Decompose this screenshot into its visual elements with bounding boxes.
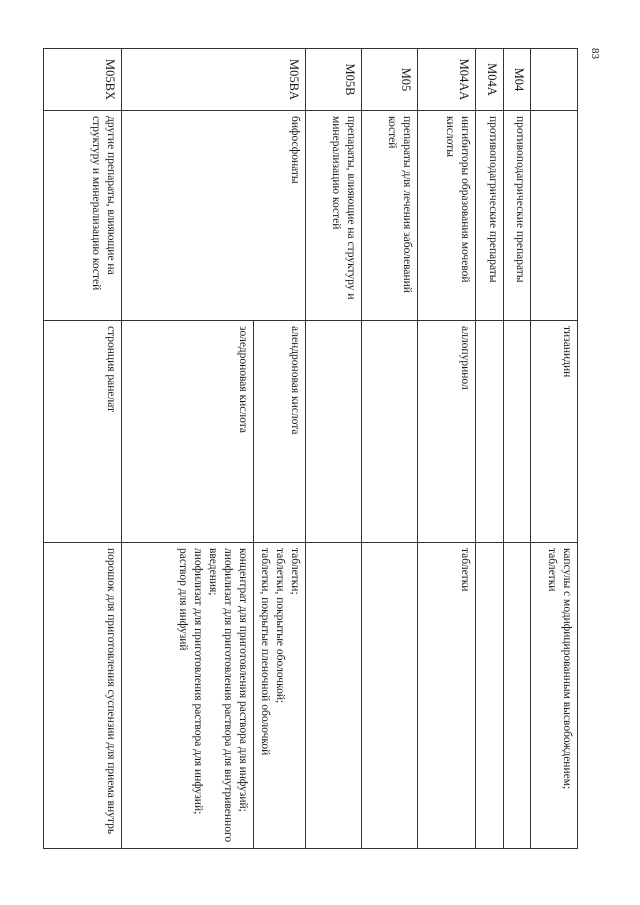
drug-name-cell: [306, 321, 362, 543]
group-name-cell: [531, 111, 578, 321]
group-name-cell: противоподагрические препараты: [476, 111, 504, 321]
drug-registry-table: [43, 48, 578, 849]
dosage-form: порошок для приготовления суспензии для приема внутрь: [105, 548, 118, 835]
dosage-form: лиофилизат для приготовления раствора для инфузий;: [192, 548, 205, 815]
table-row: [418, 49, 476, 849]
table-row: [362, 49, 418, 849]
rotated-page: [48, 48, 578, 848]
table-row: [254, 49, 306, 849]
table-row: [531, 49, 578, 849]
drug-name-cell: тизанидин: [531, 321, 578, 543]
group-name-cell: другие препараты, влияющие на структуру и минерализацию костей: [44, 111, 122, 321]
group-name-cell: бифосфонаты: [122, 111, 306, 321]
dosage-form: таблетки: [546, 548, 559, 592]
dosage-forms-cell: [122, 543, 254, 849]
page-number: 83: [589, 48, 601, 59]
dosage-forms-cell: [476, 543, 504, 849]
dosage-form: таблетки, покрытые пленочной оболочкой: [259, 548, 272, 756]
dosage-form: таблетки;: [289, 548, 301, 595]
atc-code-cell: [531, 49, 578, 111]
dosage-form: таблетки: [459, 548, 471, 592]
drug-name-cell: [362, 321, 418, 543]
group-name-cell: препараты, влияющие на структуру и минерализацию костей: [306, 111, 362, 321]
dosage-forms-cell: [418, 543, 476, 849]
drug-name-cell: [504, 321, 531, 543]
group-name-cell: препараты для лечения заболеваний костей: [362, 111, 418, 321]
dosage-forms-cell: [504, 543, 531, 849]
drug-name-cell: стронция ранелат: [44, 321, 122, 543]
drug-name-cell: алендроновая кислота: [254, 321, 306, 543]
table-row: [504, 49, 531, 849]
drug-name-cell: золедроновая кислота: [122, 321, 254, 543]
dosage-form: капсулы с модифицированным высвобождением;: [561, 548, 573, 790]
group-name-cell: противоподагрические препараты: [504, 111, 531, 321]
dosage-forms-cell: [362, 543, 418, 849]
dosage-form: концентрат для приготовления раствора для инфузий;: [237, 548, 250, 812]
atc-code-cell: M05: [362, 49, 418, 111]
table-row: [306, 49, 362, 849]
drug-name-cell: аллопуринол: [418, 321, 476, 543]
atc-code-cell: M05BX: [44, 49, 122, 111]
dosage-forms-cell: [44, 543, 122, 849]
group-name-cell: ингибиторы образования мочевой кислоты: [418, 111, 476, 321]
table-row: [476, 49, 504, 849]
dosage-forms-cell: [306, 543, 362, 849]
dosage-form: лиофилизат для приготовления раствора для внутривенного введения;: [207, 548, 235, 843]
table-row: [44, 49, 122, 849]
dosage-forms-cell: [531, 543, 578, 849]
atc-code-cell: M05B: [306, 49, 362, 111]
dosage-form: раствор для инфузий: [177, 548, 190, 651]
atc-code-cell: M04: [504, 49, 531, 111]
atc-code-cell: M04AA: [418, 49, 476, 111]
atc-code-cell: M04A: [476, 49, 504, 111]
dosage-forms-cell: [254, 543, 306, 849]
dosage-form: таблетки, покрытые оболочкой;: [274, 548, 287, 704]
drug-name-cell: [476, 321, 504, 543]
atc-code-cell: M05BA: [122, 49, 306, 111]
